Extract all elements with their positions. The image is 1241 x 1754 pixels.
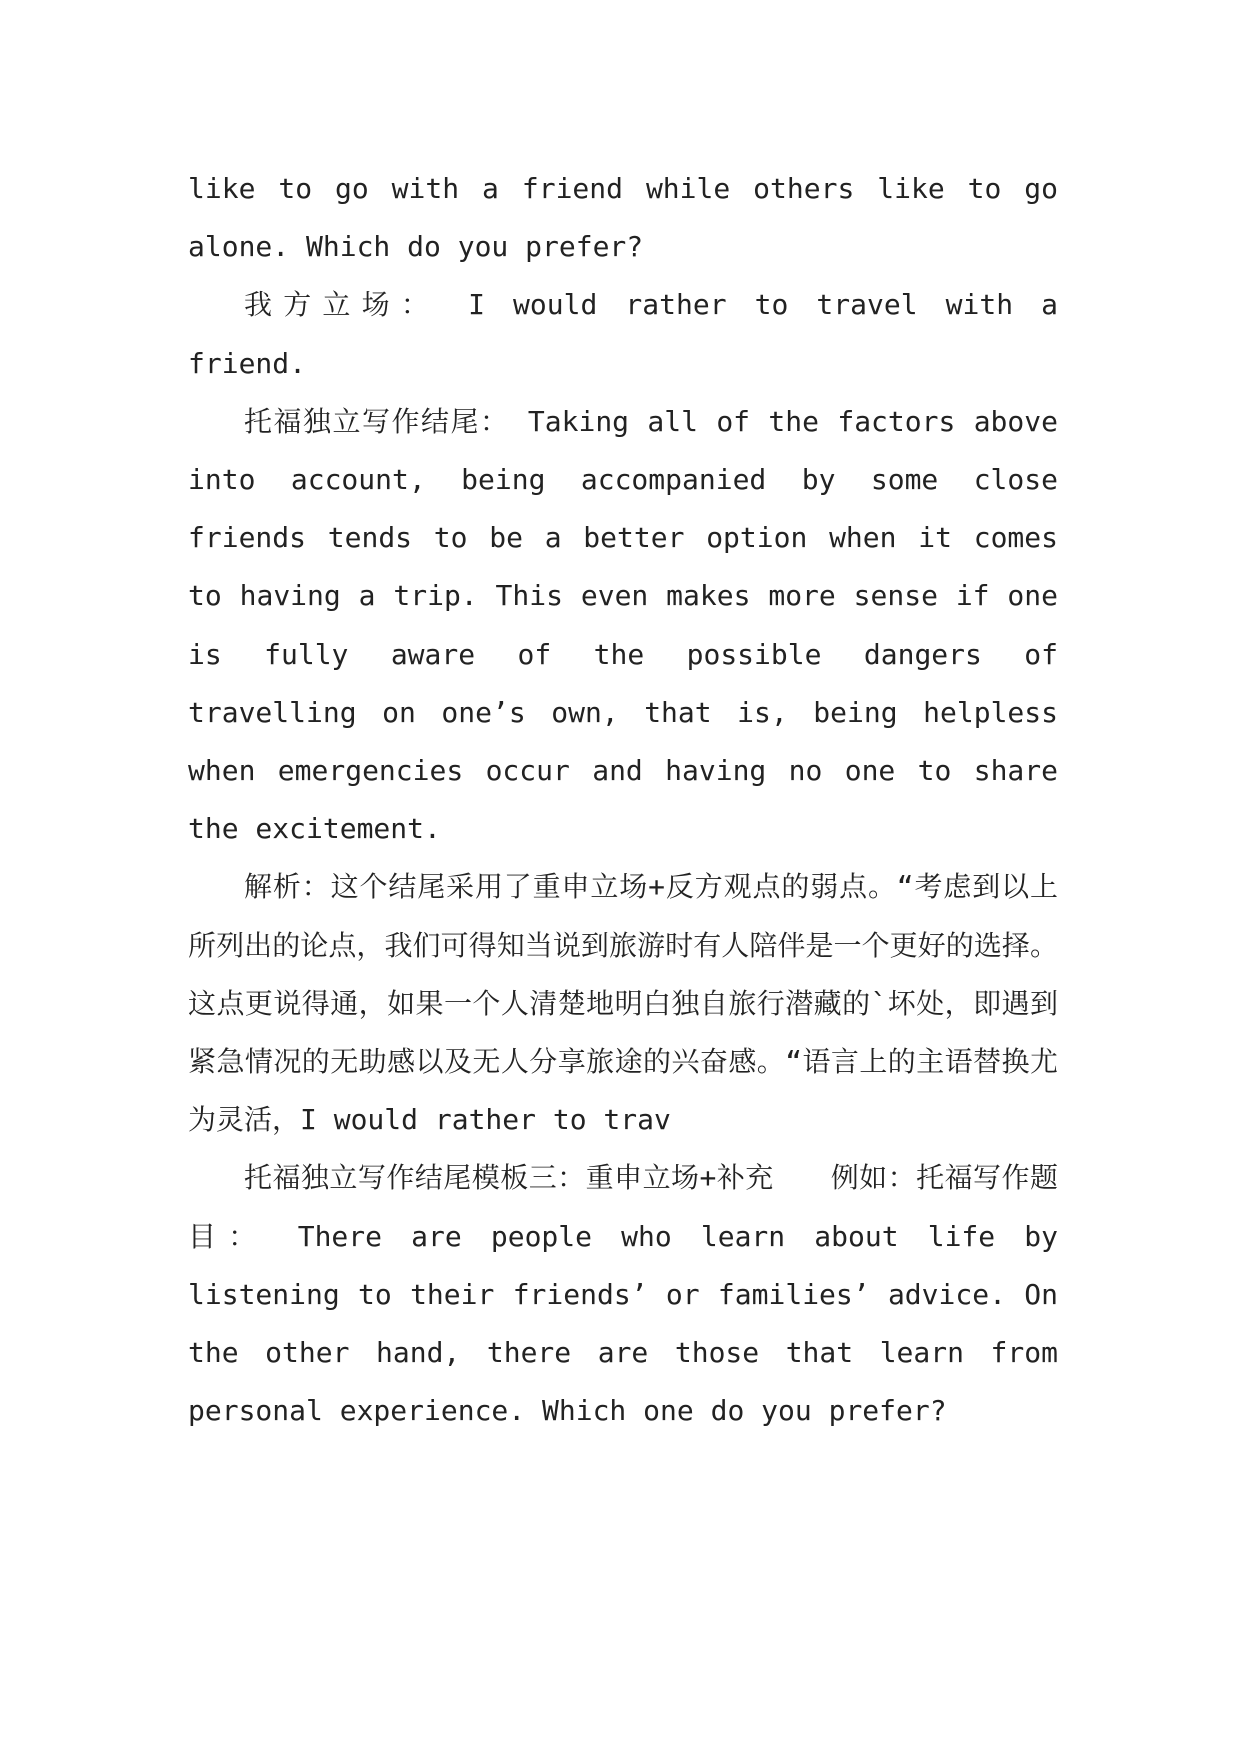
paragraph-question-continued: like to go with a friend while others like to go alone. Which do you prefer? — [188, 172, 1058, 264]
paragraph-template-three: 托福独立写作结尾模板三：重申立场+补充 例如：托福写作题目： There are people who learn about life by listening to their friends’ or families’ advice. On the other hand, there are those that learn from personal experience. Which one do you prefer? — [188, 1161, 1058, 1428]
paragraph-conclusion-sample: 托福独立写作结尾： Taking all of the factors above into account, being accompanied by some close friends tends to be a better option when it comes to having a trip. This even makes more sense if one is fully aware of the possible dangers of travelling on one’s own, that is, being helpless when emergencies occur and having no one to share the excitement. — [188, 404, 1058, 846]
paragraph-analysis: 解析：这个结尾采用了重申立场+反方观点的弱点。“考虑到以上所列出的论点，我们可得知当说到旅游时有人陪伴是一个更好的选择。这点更说得通，如果一个人清楚地明白独自旅行潜藏的`坏处，即遇到紧急情况的无助感以及无人分享旅途的兴奋感。“语言上的主语替换尤为灵活，I would rather to trav — [188, 870, 1058, 1137]
document-body — [188, 160, 1058, 1440]
paragraph-stance: 我方立场： I would rather to travel with a friend. — [188, 288, 1058, 380]
